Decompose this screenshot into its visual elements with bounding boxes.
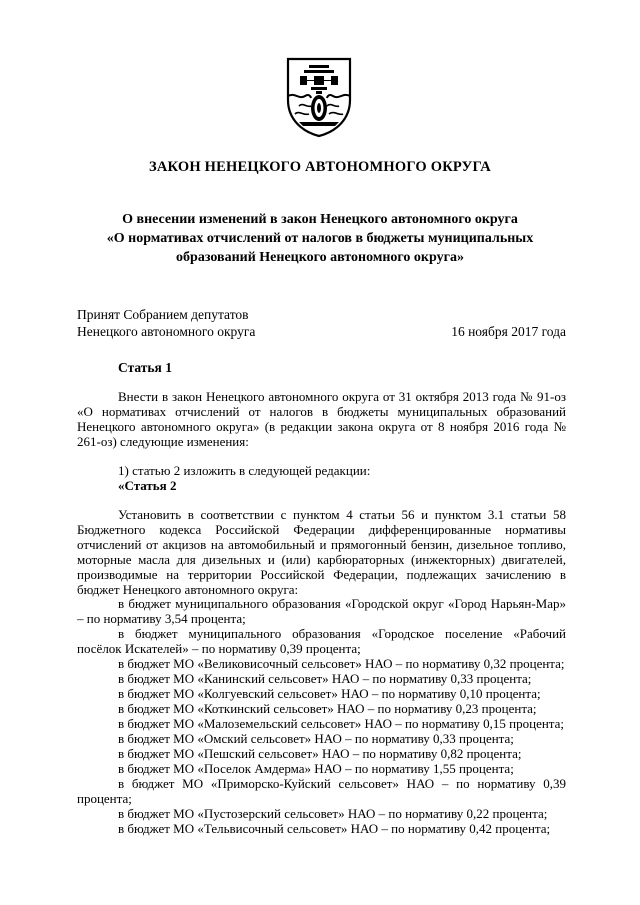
adoption-line-1: Принят Собранием депутатов	[77, 307, 249, 322]
adoption-date: 16 ноября 2017 года	[451, 324, 566, 339]
budget-list	[77, 596, 566, 836]
list-item: в бюджет МО «Пешский сельсовет» НАО – по нормативу 0,82 процента;	[118, 746, 522, 761]
law-title: ЗАКОН НЕНЕЦКОГО АВТОНОМНОГО ОКРУГА	[149, 159, 491, 175]
list-item: в бюджет МО «Малоземельский сельсовет» НАО – по нормативу 0,15 процента;	[118, 716, 565, 731]
adoption-line-2: Ненецкого автономного округа	[77, 324, 256, 339]
list-item: в бюджет МО «Тельвисочный сельсовет» НАО – по нормативу 0,42 процента;	[118, 821, 551, 836]
list-item: в бюджет МО «Пустозерский сельсовет» НАО – по нормативу 0,22 процента;	[118, 806, 548, 821]
list-item: в бюджет МО «Колгуевский сельсовет» НАО – по нормативу 0,10 процента;	[118, 686, 541, 701]
item-1-text: 1) статью 2 изложить в следующей редакции:	[118, 463, 371, 478]
list-item: в бюджет МО «Коткинский сельсовет» НАО – по нормативу 0,23 процента;	[118, 701, 537, 716]
adoption-info	[77, 306, 255, 340]
subtitle-line-3: образований Ненецкого автономного округа»	[176, 250, 464, 265]
article-1-heading: Статья 1	[118, 360, 172, 375]
list-item: в бюджет МО «Омский сельсовет» НАО – по нормативу 0,33 процента;	[118, 731, 514, 746]
list-item: в бюджет МО «Великовисочный сельсовет» НАО – по нормативу 0,32 процента;	[118, 656, 565, 671]
article-2-paragraph: Установить в соответствии с пунктом 4 статьи 56 и пунктом 3.1 статьи 58 Бюджетного кодекса Российской Федерации дифференцированные нормативы отчислений от акцизов на автомобильный и прямогонный бензин, дизельное топливо, моторные масла для дизельных и (или) карбюраторных (инжекторных) двигателей, производимые на территории Российской Федерации, подлежащих зачислению в бюджет Ненецкого автономного округа:	[77, 507, 566, 597]
list-item: в бюджет МО «Поселок Амдерма» НАО – по нормативу 1,55 процента;	[118, 761, 514, 776]
quoted-article-heading: «Статья 2	[118, 478, 177, 493]
article-1-intro: Внести в закон Ненецкого автономного округа от 31 октября 2013 года № 91-оз «О нормативах отчислений от налогов в бюджеты муниципальных образований Ненецкого автономного округа» (в редакции закона округа от 8 ноября 2016 года № 261-оз) следующие изменения:	[77, 389, 566, 449]
subtitle-line-2: «О нормативах отчислений от налогов в бюджеты муниципальных	[106, 231, 534, 246]
law-subtitle	[60, 210, 580, 267]
list-item: в бюджет муниципального образования «Городской округ «Город Нарьян-Мар» – по нормативу 3,54 процента;	[77, 596, 566, 626]
list-item: в бюджет МО «Канинский сельсовет» НАО – по нормативу 0,33 процента;	[118, 671, 532, 686]
subtitle-line-1: О внесении изменений в закон Ненецкого автономного округа	[122, 212, 518, 227]
coat-of-arms-icon	[285, 56, 353, 138]
list-item: в бюджет МО «Приморско-Куйский сельсовет» НАО – по нормативу 0,39 процента;	[77, 776, 566, 806]
list-item: в бюджет муниципального образования «Городское поселение «Рабочий посёлок Искателей» – по нормативу 0,39 процента;	[77, 626, 566, 656]
